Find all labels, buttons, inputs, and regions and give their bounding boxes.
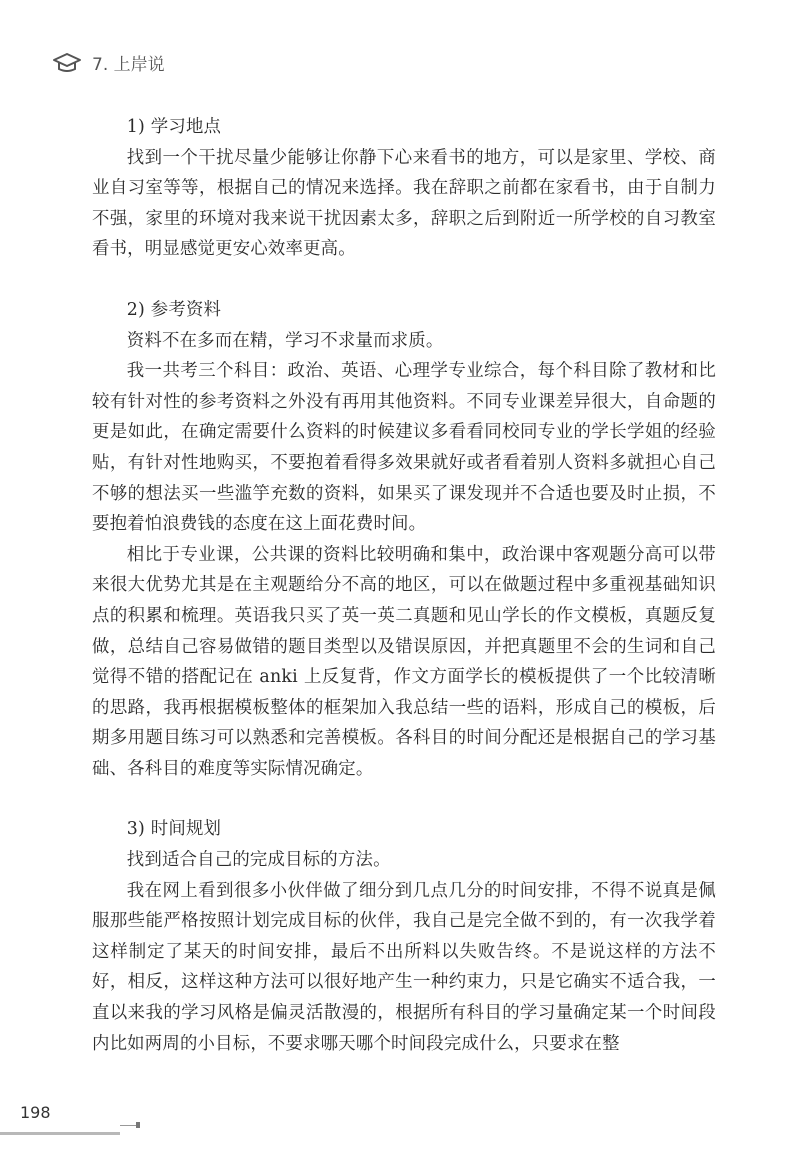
section-study-location bbox=[92, 112, 716, 265]
section-title: 3) 时间规划 bbox=[126, 819, 222, 840]
section-title: 2) 参考资料 bbox=[126, 299, 222, 320]
section-title: 1) 学习地点 bbox=[126, 117, 222, 137]
footer-bar bbox=[0, 1132, 120, 1135]
chapter-title: 7. 上岸说 bbox=[92, 55, 165, 75]
paragraph: 我一共考三个科目：政治、英语、心理学专业综合，每个科目除了教材和比较有针对性的参考资料之外没有再用其他资料。不同专业课差异很大，自命题的更是如此，在确定需要什么资料的时候建议多看看同校同专业的学长学姐的经验贴，有针对性地购买，不要抱着看得多效果就好或者看着别人资料多就担心自己不够的想法买一些滥竽充数的资料，如果买了课发现并不合适也要及时止损，不要抱着怕浪费钱的态度在这上面花费时间。 bbox=[92, 361, 716, 535]
section-time-planning bbox=[92, 814, 716, 1059]
running-header bbox=[52, 50, 165, 75]
page-body bbox=[92, 112, 716, 1059]
paragraph: 我在网上看到很多小伙伴做了细分到几点几分的时间安排，不得不说真是佩服那些能严格按照计划完成目标的伙伴，我自己是完全做不到的，有一次我学着这样制定了某天的时间安排，最后不出所料以失败告终。不是说这样的方法不好，相反，这样这种方法可以很好地产生一种约束力，只是它确实不适合我，一直以来我的学习风格是偏灵活散漫的，根据所有科目的学习量确定某一个时间段内比如两周的小目标，不要求哪天哪个时间段完成什么，只要求在整 bbox=[92, 880, 716, 1054]
graduation-cap-icon bbox=[52, 51, 82, 75]
section-reference-materials bbox=[92, 295, 716, 785]
paragraph: 资料不在多而在精，学习不求量而求质。 bbox=[126, 330, 444, 351]
paragraph: 找到一个干扰尽量少能够让你静下心来看书的地方，可以是家里、学校、商业自习室等等，根据自己的情况来选择。我在辞职之前都在家看书，由于自制力不强，家里的环境对我来说干扰因素太多，辞职之后到附近一所学校的自习教室看书，明显感觉更安心效率更高。 bbox=[92, 147, 716, 260]
footer-marker bbox=[136, 1122, 140, 1128]
paragraph: 相比于专业课，公共课的资料比较明确和集中，政治课中客观题分高可以带来很大优势尤其是在主观题给分不高的地区，可以在做题过程中多重视基础知识点的积累和梳理。英语我只买了英一英二真题和见山学长的作文模板，真题反复做，总结自己容易做错的题目类型以及错误原因，并把真题里不会的生词和自己觉得不错的搭配记在 anki 上反复背，作文方面学长的模板提供了一个比较清晰的思路，我再根据模板整体的框架加入我总结一些的语料，形成自己的模板，后期多用题目练习可以熟悉和完善模板。各科目的时间分配还是根据自己的学习基础、各科目的难度等实际情况确定。 bbox=[92, 544, 716, 779]
paragraph: 找到适合自己的完成目标的方法。 bbox=[126, 850, 391, 871]
page-number: 198 bbox=[20, 1103, 51, 1122]
